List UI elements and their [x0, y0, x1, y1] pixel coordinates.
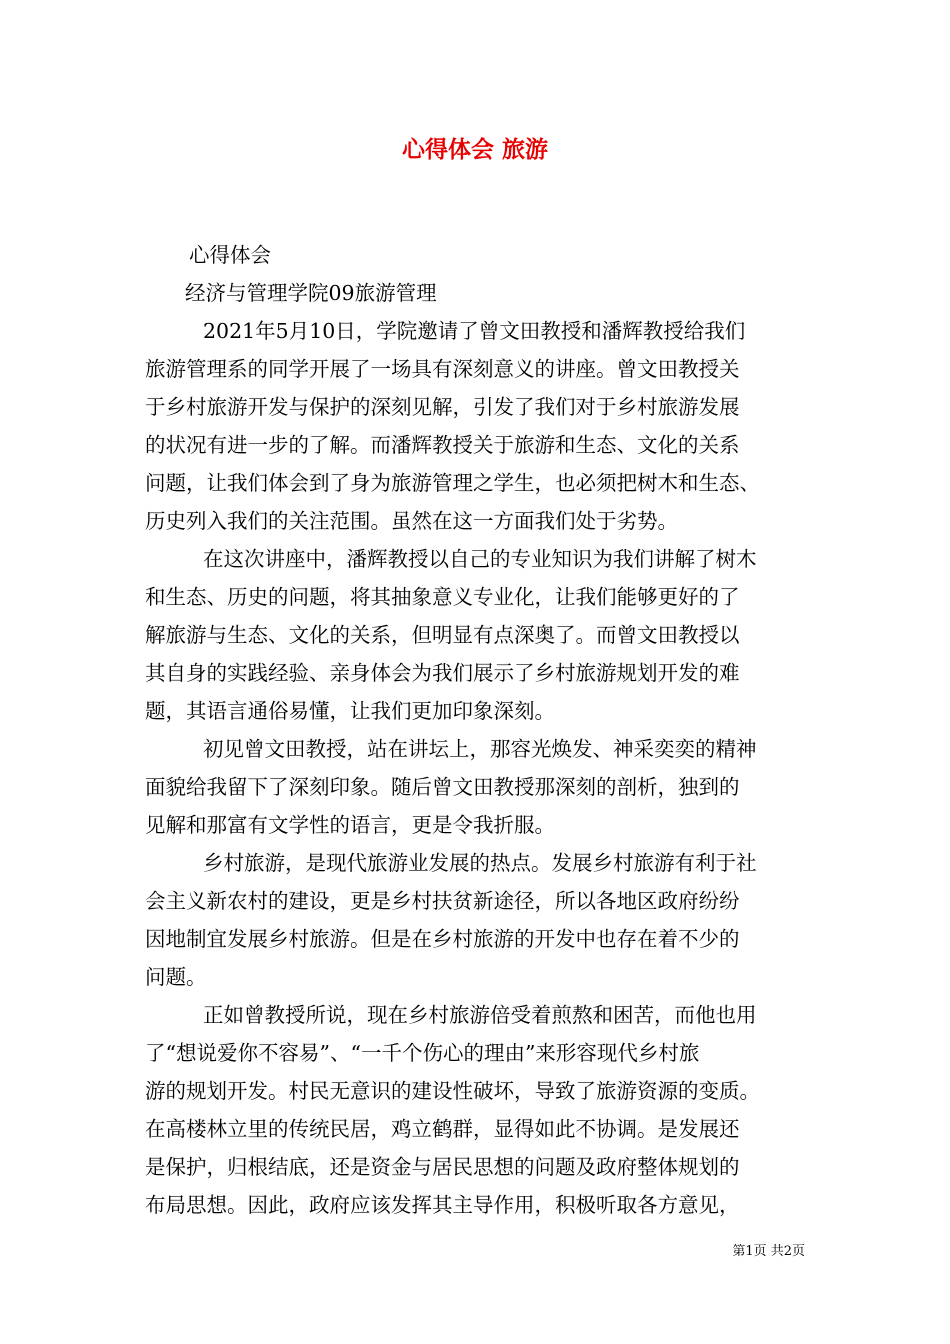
document-body — [145, 236, 825, 1224]
text-line: 历史列入我们的关注范围。虽然在这一方面我们处于劣势。 — [145, 509, 678, 533]
text-line: 旅游管理系的同学开展了一场具有深刻意义的讲座。曾文田教授关 — [145, 357, 740, 381]
text-line: 和生态、历史的问题，将其抽象意义专业化，让我们能够更好的了 — [145, 585, 740, 609]
text-line: 问题。 — [145, 965, 207, 989]
text-line: 是保护，归根结底，还是资金与居民思想的问题及政府整体规划的 — [145, 1155, 740, 1179]
text-line: 面貌给我留下了深刻印象。随后曾文田教授那深刻的剖析，独到的 — [145, 775, 740, 799]
text-line: 心得体会 — [189, 243, 271, 267]
text-line: 经济与管理学院09旅游管理 — [185, 281, 437, 305]
text-line: 在这次讲座中，潘辉教授以自己的专业知识为我们讲解了树木 — [203, 547, 757, 571]
text-line: 因地制宜发展乡村旅游。但是在乡村旅游的开发中也存在着不少的 — [145, 927, 740, 951]
text-line: 正如曾教授所说，现在乡村旅游倍受着煎熬和困苦，而他也用 — [203, 1003, 757, 1027]
text-line: 初见曾文田教授，站在讲坛上，那容光焕发、神采奕奕的精神 — [203, 737, 757, 761]
text-line: 问题，让我们体会到了身为旅游管理之学生，也必须把树木和生态、 — [145, 471, 760, 495]
text-line: 于乡村旅游开发与保护的深刻见解，引发了我们对于乡村旅游发展 — [145, 395, 740, 419]
text-line: 布局思想。因此，政府应该发挥其主导作用，积极听取各方意见， — [145, 1193, 740, 1217]
text-line: 了“想说爱你不容易”、“一千个伤心的理由”来形容现代乡村旅 — [145, 1041, 700, 1065]
page-number: 第1页 共2页 — [732, 1244, 805, 1259]
text-line: 2021年5月10日，学院邀请了曾文田教授和潘辉教授给我们 — [203, 319, 746, 343]
text-line: 题，其语言通俗易懂，让我们更加印象深刻。 — [145, 699, 555, 723]
text-line: 会主义新农村的建设，更是乡村扶贫新途径，所以各地区政府纷纷 — [145, 889, 740, 913]
text-line: 其自身的实践经验、亲身体会为我们展示了乡村旅游规划开发的难 — [145, 661, 740, 685]
text-line: 乡村旅游，是现代旅游业发展的热点。发展乡村旅游有利于社 — [203, 851, 757, 875]
text-line: 解旅游与生态、文化的关系，但明显有点深奥了。而曾文田教授以 — [145, 623, 740, 647]
text-line: 见解和那富有文学性的语言，更是令我折服。 — [145, 813, 555, 837]
text-line: 在高楼林立里的传统民居，鸡立鹤群，显得如此不协调。是发展还 — [145, 1117, 740, 1141]
document-title: 心得体会 旅游 — [401, 136, 548, 163]
text-line: 游的规划开发。村民无意识的建设性破坏，导致了旅游资源的变质。 — [145, 1079, 760, 1103]
text-line: 的状况有进一步的了解。而潘辉教授关于旅游和生态、文化的关系 — [145, 433, 740, 457]
